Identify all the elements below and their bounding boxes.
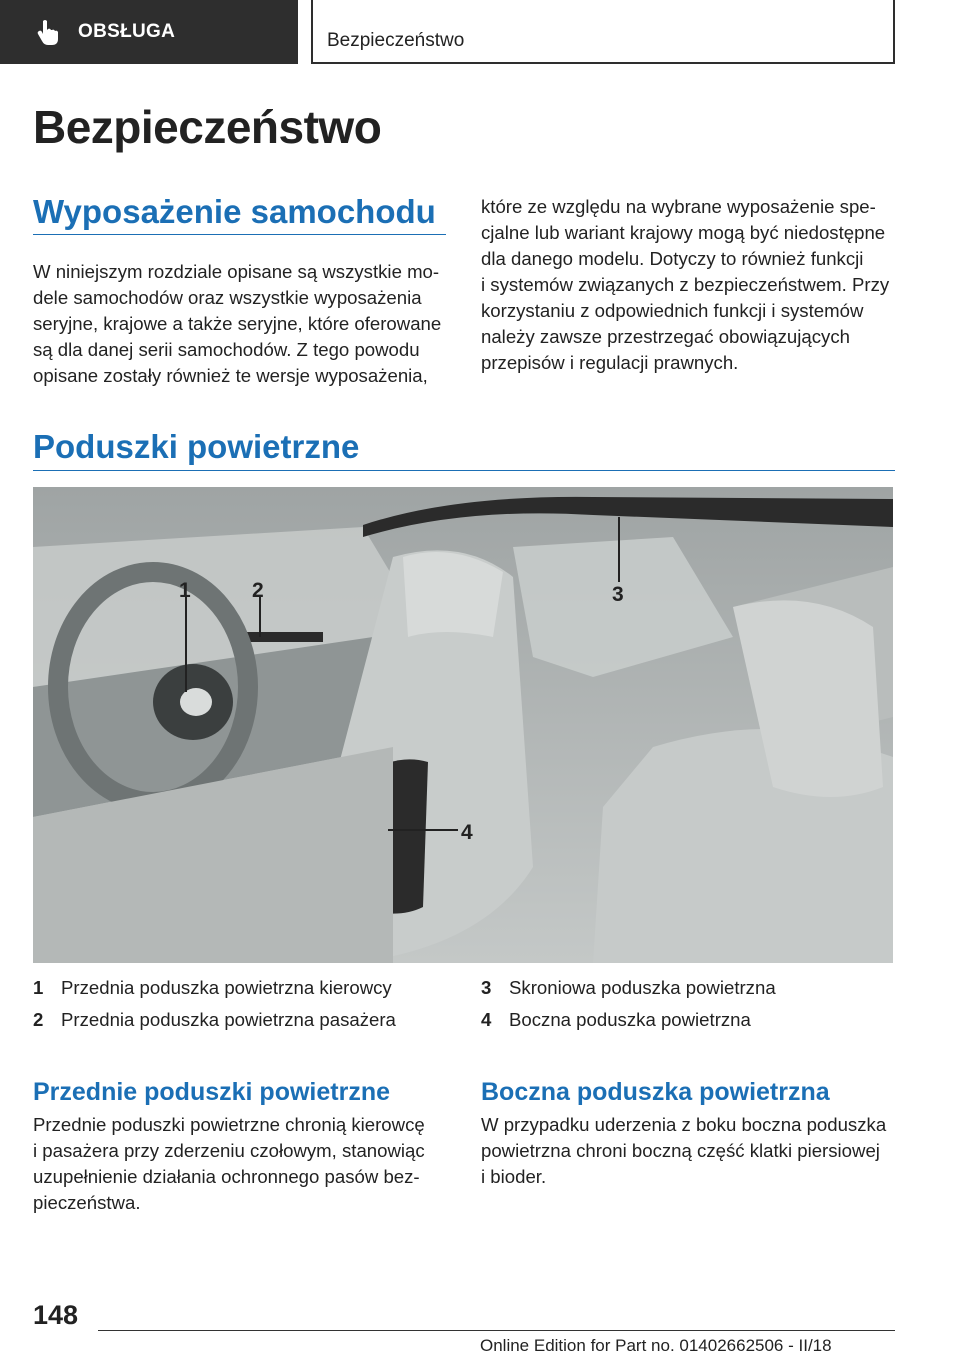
legend-left [33, 977, 396, 1041]
footer-rule [98, 1330, 895, 1331]
side-airbag-line: W przypadku uderzenia z boku boczna poduszka [481, 1114, 887, 1135]
footer-edition: Online Edition for Part no. 01402662506 - II/18 [480, 1336, 832, 1355]
legend-number: 1 [33, 977, 44, 998]
equipment-line: należy zawsze przestrzegać obowiązujących [481, 326, 850, 347]
side-airbag-heading: Boczna poduszka powietrzna [481, 1078, 830, 1106]
car-interior-figure [33, 487, 893, 963]
legend-item [33, 977, 396, 1009]
hand-pointer-icon [36, 19, 58, 45]
equipment-col2 [481, 194, 889, 376]
legend-number: 4 [481, 1009, 492, 1030]
equipment-col1 [33, 259, 441, 389]
equipment-line: korzystaniu z odpowiednich funkcji i systemów [481, 300, 864, 321]
legend-text: Przednia poduszka powietrzna kierowcy [61, 977, 392, 998]
side-airbag-text [481, 1112, 886, 1190]
equipment-line: które ze względu na wybrane wyposażenie spe‐ [481, 196, 876, 217]
equipment-line: seryjne, krajowe a także seryjne, które oferowane [33, 313, 442, 334]
legend-item [33, 1009, 396, 1041]
side-airbag-line: powietrzna chroni boczną część klatki piersiowej [481, 1140, 880, 1161]
chapter-tab[interactable] [311, 0, 895, 64]
page-title: Bezpieczeństwo [33, 101, 382, 153]
airbags-rule [33, 470, 895, 471]
legend-text: Przednia poduszka powietrzna pasażera [61, 1009, 396, 1030]
callout-2: 2 [252, 579, 264, 602]
legend-right [481, 977, 776, 1041]
front-airbags-line: uzupełnienie działania ochronnego pasów bez‐ [33, 1166, 420, 1187]
equipment-line: przepisów i regulacji prawnych. [481, 352, 739, 373]
equipment-line: opisane zostały również te wersje wyposażenia, [33, 365, 428, 386]
front-airbags-text [33, 1112, 425, 1216]
airbags-heading: Poduszki powietrzne [33, 428, 360, 465]
legend-item [481, 1009, 776, 1041]
equipment-line: dele samochodów oraz wszystkie wyposażenia [33, 287, 422, 308]
callout-3: 3 [612, 583, 624, 606]
legend-item [481, 977, 776, 1009]
front-airbags-line: pieczeństwa. [33, 1192, 141, 1213]
legend-text: Boczna poduszka powietrzna [509, 1009, 751, 1030]
equipment-rule [33, 234, 446, 235]
equipment-line: i systemów związanych z bezpieczeństwem. Przy [481, 274, 890, 295]
callout-1: 1 [179, 579, 191, 602]
front-airbags-line: i pasażera przy zderzeniu czołowym, stanowiąc [33, 1140, 425, 1161]
chapter-label: Bezpieczeństwo [327, 30, 465, 51]
section-tab[interactable] [0, 0, 298, 64]
legend-number: 3 [481, 977, 492, 998]
legend-number: 2 [33, 1009, 44, 1030]
side-airbag-line: i bioder. [481, 1166, 547, 1187]
equipment-line: są dla danej serii samochodów. Z tego powodu [33, 339, 420, 360]
equipment-line: dla danego modelu. Dotyczy to również funkcji [481, 248, 864, 269]
legend-text: Skroniowa poduszka powietrzna [509, 977, 776, 998]
equipment-line: W niniejszym rozdziale opisane są wszystkie mo‐ [33, 261, 440, 282]
front-airbags-line: Przednie poduszki powietrzne chronią kierowcę [33, 1114, 425, 1135]
page-number: 148 [33, 1300, 79, 1330]
callout-4: 4 [461, 821, 473, 844]
section-label: OBSŁUGA [78, 21, 176, 42]
equipment-heading: Wyposażenie samochodu [33, 193, 436, 230]
front-airbags-heading: Przednie poduszki powietrzne [33, 1078, 390, 1106]
equipment-line: cjalne lub wariant krajowy mogą być niedostępne [481, 222, 886, 243]
